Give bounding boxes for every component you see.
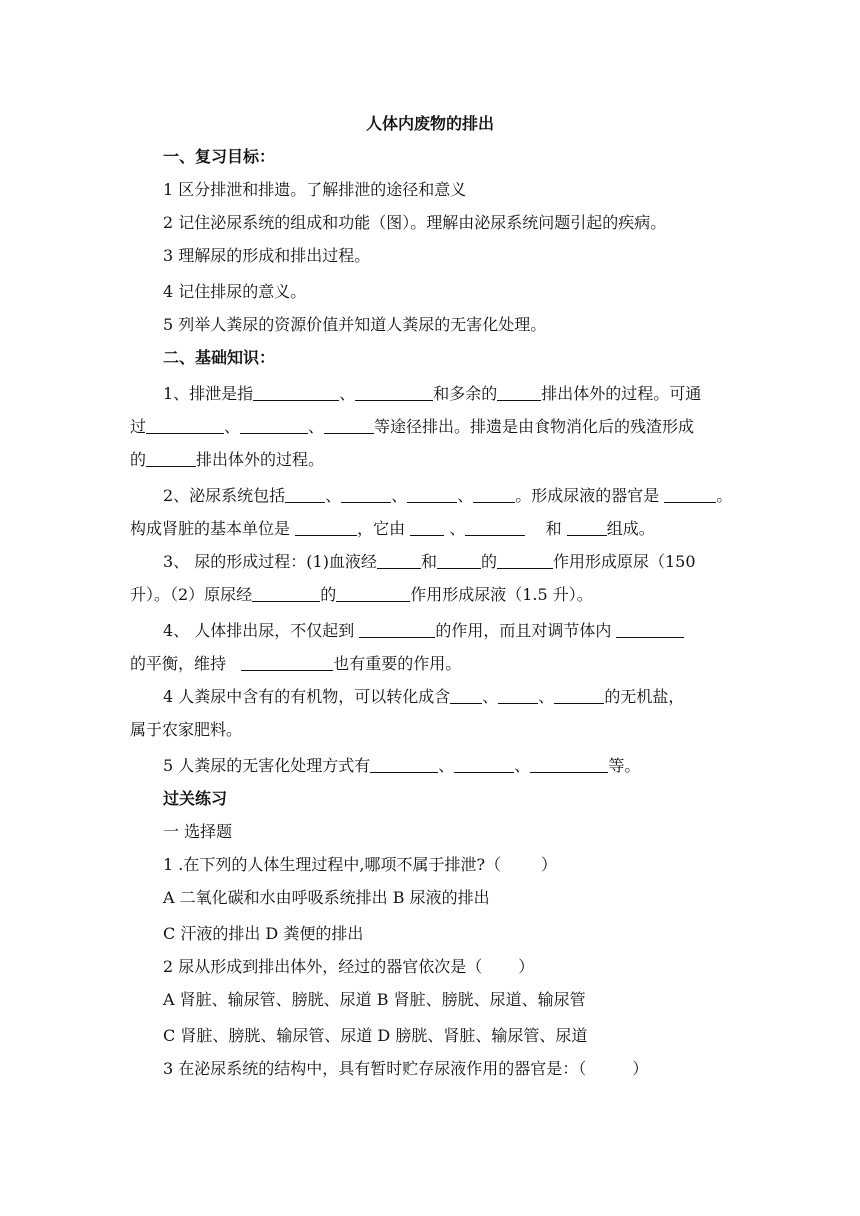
section1-heading: 一、复习目标： <box>163 147 276 166</box>
knowledge-q1-line2: 过 、 、 等途径排出。排遗是由食物消化后的残渣形成 <box>130 417 695 436</box>
practice-heading: 过关练习 <box>163 789 228 808</box>
knowledge-q3-line2: 升）。（2）原尿经 的 作用形成尿液（1.5 升）。 <box>130 585 593 604</box>
choice-q2-options-ab: A 肾脏、输尿管、膀胱、尿道 B 肾脏、膀胱、尿道、输尿管 <box>163 990 586 1009</box>
knowledge-q1-line3: 的 排出体外的过程。 <box>130 450 325 469</box>
choice-q2: 2 尿从形成到排出体外，经过的器官依次是（ ） <box>163 957 535 976</box>
answer-blank[interactable] <box>567 519 607 536</box>
page-title: 人体内废物的排出 <box>365 114 494 133</box>
knowledge-q4-line1: 4、 人体排出尿，不仅起到 的作用，而且对调节体内 <box>163 620 730 642</box>
answer-blank[interactable] <box>355 384 433 401</box>
answer-blank[interactable] <box>498 687 538 704</box>
answer-blank[interactable] <box>359 621 435 638</box>
answer-blank[interactable] <box>295 519 357 536</box>
answer-blank[interactable] <box>241 654 333 671</box>
knowledge-q2-line2: 构成肾脏的基本单位是 ，它由 、 和 组成。 <box>130 519 655 538</box>
answer-blank[interactable] <box>370 756 438 773</box>
answer-blank[interactable] <box>285 486 325 503</box>
choice-q1: 1 .在下列的人体生理过程中,哪项不属于排泄?（ ） <box>163 855 558 874</box>
answer-blank[interactable] <box>252 585 320 602</box>
answer-blank[interactable] <box>454 756 514 773</box>
answer-blank[interactable] <box>146 417 224 434</box>
answer-blank[interactable] <box>664 486 716 503</box>
answer-blank[interactable] <box>450 687 482 704</box>
objective-2: 2 记住泌尿系统的组成和功能（图）。理解由泌尿系统问题引起的疾病。 <box>163 213 667 232</box>
answer-blank[interactable] <box>616 621 684 638</box>
objective-5: 5 列举人粪尿的资源价值并知道人粪尿的无害化处理。 <box>163 315 547 334</box>
answer-blank[interactable] <box>240 417 308 434</box>
knowledge-q2-line1: 2、泌尿系统包括 、 、 、 。形成尿液的器官是 。 <box>163 486 733 505</box>
choice-q1-options-ab: A 二氧化碳和水由呼吸系统排出 B 尿液的排出 <box>163 888 490 907</box>
answer-blank[interactable] <box>497 384 541 401</box>
answer-blank[interactable] <box>437 552 481 569</box>
answer-blank[interactable] <box>336 585 410 602</box>
answer-blank[interactable] <box>253 384 339 401</box>
knowledge-q5-line1: 4 人粪尿中含有的有机物，可以转化成含 、 、 的无机盐， <box>163 687 685 706</box>
objective-1: 1 区分排泄和排遗。了解排泄的途径和意义 <box>163 180 467 199</box>
answer-blank[interactable] <box>324 417 374 434</box>
objective-4: 4 记住排尿的意义。 <box>163 282 307 301</box>
answer-blank[interactable] <box>465 519 525 536</box>
choice-q3: 3 在泌尿系统的结构中，具有暂时贮存尿液作用的器官是：（ ） <box>163 1059 649 1078</box>
knowledge-q6-line1: 5 人粪尿的无害化处理方式有 、 、 等。 <box>163 756 641 775</box>
objective-3: 3 理解尿的形成和排出过程。 <box>163 246 371 265</box>
answer-blank[interactable] <box>407 486 457 503</box>
answer-blank[interactable] <box>554 687 604 704</box>
answer-blank[interactable] <box>410 519 444 536</box>
answer-blank[interactable] <box>377 552 421 569</box>
choice-q2-options-cd: C 肾脏、膀胱、输尿管、尿道 D 膀胱、肾脏、输尿管、尿道 <box>163 1026 588 1045</box>
answer-blank[interactable] <box>473 486 515 503</box>
practice-subheading: 一 选择题 <box>163 822 233 841</box>
section2-heading: 二、基础知识： <box>163 348 276 367</box>
knowledge-q1-line1: 1、排泄是指 、 和多余的 排出体外的过程。可通 <box>163 384 702 403</box>
knowledge-q5-line2: 属于农家肥料。 <box>130 720 243 739</box>
choice-q1-options-cd: C 汗液的排出 D 粪便的排出 <box>163 924 364 943</box>
answer-blank[interactable] <box>341 486 391 503</box>
answer-blank[interactable] <box>146 450 196 467</box>
answer-blank[interactable] <box>497 552 553 569</box>
knowledge-q4-line2: 的平衡，维持 也有重要的作用。 <box>130 654 462 673</box>
knowledge-q3-line1: 3、 尿的形成过程：(1)血液经 和 的 作用形成原尿（150 <box>163 552 696 571</box>
answer-blank[interactable] <box>530 756 608 773</box>
